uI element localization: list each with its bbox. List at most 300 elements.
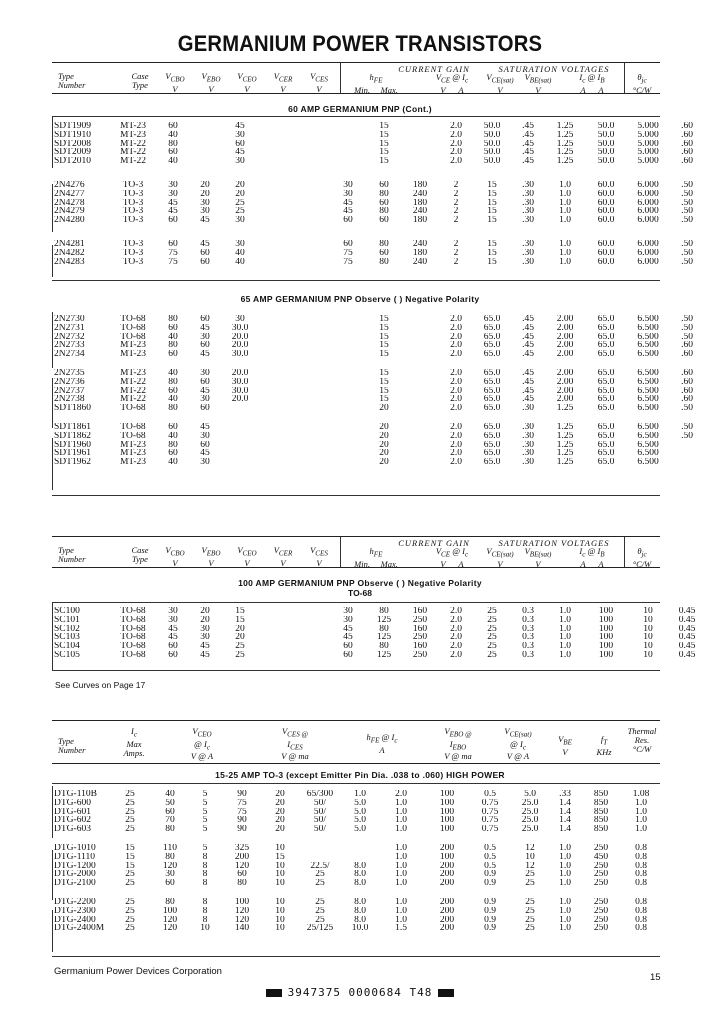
table-cell (330, 140, 366, 149)
table-cell: 65.0 (597, 377, 615, 387)
table-cell: 15 (487, 216, 497, 225)
table-cell: 5.0 (354, 816, 366, 826)
part-number: 2N2737 (54, 386, 85, 396)
table-cell: 45 (200, 386, 210, 396)
table-cell: 25 (125, 879, 135, 888)
table-cell: 1.25 (556, 157, 574, 166)
table-cell: 90 (237, 825, 247, 834)
table-cell: 20 (235, 633, 245, 643)
table-cell: 60 (379, 180, 389, 190)
table-cell: 6.000 (637, 257, 659, 267)
table-cell: .50 (681, 257, 693, 267)
table-cell: 60 (168, 216, 178, 225)
table-cell: TO-3 (122, 257, 144, 267)
table-row (52, 879, 660, 888)
table-cell (402, 315, 438, 324)
table-cell: 1.0 (395, 852, 407, 862)
table-cell: .45 (522, 323, 534, 333)
table-cell: .50 (681, 180, 693, 190)
table-cell: 65.0 (483, 422, 501, 432)
table-cell: 5 (202, 790, 208, 799)
table-cell: 20 (275, 825, 285, 834)
part-number: SDT1860 (54, 404, 91, 413)
table-cell: 45 (200, 642, 210, 651)
table-cell: 40 (168, 368, 178, 378)
table-cell (258, 315, 294, 324)
table-cell (330, 315, 366, 324)
table-cell: 65.0 (597, 386, 615, 396)
table-cell: 8.0 (354, 915, 366, 925)
table-cell (258, 258, 294, 267)
table-cell: 0.45 (678, 624, 696, 634)
table-cell: 6.000 (637, 239, 659, 249)
col-vebo: $V_{EBO}$ V (201, 545, 221, 568)
table-row (52, 216, 706, 225)
table-cell: 6.000 (637, 216, 659, 225)
table-cell (330, 324, 366, 333)
table-cell: 5.000 (637, 130, 659, 140)
table-cell: 50.0 (483, 130, 501, 140)
table-cell: MT-23 (119, 341, 147, 351)
black-block (266, 989, 282, 997)
table-cell: MT-22 (119, 139, 147, 149)
part-number: DTG-2300 (54, 906, 96, 916)
table-cell: .30 (522, 198, 534, 208)
table-cell: 100 (439, 825, 455, 834)
part-number: 2N2734 (54, 350, 85, 359)
table-cell: 1.0 (354, 790, 366, 799)
table-cell: 25 (235, 207, 245, 217)
table-cell: 15 (379, 130, 389, 140)
table-cell (330, 441, 366, 450)
table-cell: 1.0 (559, 189, 571, 199)
table-cell: 20 (379, 422, 389, 432)
table-cell (294, 140, 330, 149)
table-cell: 2.0 (450, 323, 462, 333)
table-cell: 100 (439, 807, 455, 817)
table-cell (294, 395, 330, 404)
table-cell: 2.0 (450, 148, 462, 158)
table-cell: 0.45 (678, 642, 696, 651)
table-60amp (52, 122, 706, 266)
table-cell: 20 (275, 807, 285, 817)
table-cell: 0.3 (522, 607, 534, 616)
table-cell: 10 (643, 607, 653, 616)
table-cell: 75 (168, 257, 178, 267)
table-row (52, 853, 660, 862)
table-cell: 65.0 (483, 377, 501, 387)
table-cell (330, 148, 366, 157)
table-cell: 65.0 (597, 350, 615, 359)
table-cell: 20 (235, 180, 245, 190)
col-vcesat: $V_{CE(sat)}$ V (486, 72, 514, 95)
table-cell: TO-3 (122, 207, 144, 217)
table-cell: MT-23 (119, 368, 147, 378)
table-row (52, 449, 706, 458)
table-cell: 5.000 (637, 139, 659, 149)
table-cell: MT-22 (119, 157, 147, 166)
table-cell: 1.25 (556, 139, 574, 149)
page-title: GERMANIUM POWER TRANSISTORS (177, 31, 543, 56)
table-cell: 180 (412, 248, 428, 258)
table-cell: 30 (168, 615, 178, 625)
table-cell: 160 (412, 642, 428, 651)
table-cell: 60 (168, 386, 178, 396)
table-cell: .45 (522, 122, 534, 131)
table-cell: 2.0 (450, 607, 462, 616)
table-cell: 25 (315, 897, 325, 907)
table-cell (330, 458, 366, 467)
table-cell: 25/125 (306, 924, 334, 934)
table-cell: 250 (593, 843, 609, 853)
table-cell: 5.0 (354, 807, 366, 817)
col-vces: $V_{CES}$ V (310, 545, 328, 568)
table-cell: 1.25 (556, 449, 574, 459)
table-cell (402, 324, 438, 333)
table-cell: 60 (379, 216, 389, 225)
table-cell: 65.0 (597, 341, 615, 351)
table-cell: 0.75 (481, 807, 499, 817)
table-cell: 10 (275, 870, 285, 880)
table-cell: 0.5 (484, 852, 496, 862)
table-cell: 1.0 (559, 879, 571, 888)
table-cell: .60 (681, 395, 693, 405)
table-cell (188, 140, 222, 149)
table-cell: 6.000 (637, 248, 659, 258)
table-cell: 15 (487, 239, 497, 249)
table-row (52, 625, 706, 634)
table-cell (294, 625, 330, 634)
part-number: SDT1910 (54, 130, 91, 140)
table-cell: 8 (202, 870, 208, 880)
table-cell: 25 (487, 615, 497, 625)
table-cell: 65.0 (483, 404, 501, 413)
col-vcbo: $V_{CBO}$ V (165, 71, 185, 94)
part-number: DTG-602 (54, 816, 91, 826)
table-cell: 40 (235, 257, 245, 267)
table-cell: 30 (200, 207, 210, 217)
table-cell: 45 (168, 207, 178, 217)
table-cell (222, 458, 258, 467)
table-cell: 20 (379, 404, 389, 413)
table-cell: .45 (522, 139, 534, 149)
black-block (438, 989, 454, 997)
table-row (52, 148, 706, 157)
table-cell: 10 (643, 615, 653, 625)
table-cell: 22.5/ (310, 861, 330, 871)
table-cell: 2.00 (556, 315, 574, 324)
col-vce-ic: $V_{CE}$ @ $I_c$ V A (435, 72, 469, 95)
table-cell: .30 (522, 216, 534, 225)
table-cell: 60 (200, 248, 210, 258)
table-cell (294, 216, 330, 225)
table-cell: 65.0 (483, 341, 501, 351)
table-cell: 160 (412, 624, 428, 634)
part-number: DTG-601 (54, 807, 91, 817)
table-cell: 60 (379, 198, 389, 208)
rule (52, 280, 660, 281)
table-cell: 30 (200, 624, 210, 634)
table-cell: .30 (522, 180, 534, 190)
table-cell (402, 395, 438, 404)
table-cell (258, 387, 294, 396)
table-cell: 15 (379, 122, 389, 131)
table-cell: 2 (453, 239, 459, 249)
table-cell: 0.45 (678, 650, 696, 660)
table-cell: 65.0 (483, 323, 501, 333)
table-cell: 250 (593, 879, 609, 888)
table-cell: 1.0 (635, 816, 647, 826)
table-cell: 65.0 (483, 386, 501, 396)
table-cell: 2.0 (450, 624, 462, 634)
table-cell: 60 (168, 148, 178, 158)
table-cell: 5.0 (354, 825, 366, 834)
table-cell (258, 395, 294, 404)
col-vceo: $V_{CEO}$ V (237, 71, 257, 94)
table-cell: 75 (237, 798, 247, 808)
table-cell: 30 (235, 315, 245, 324)
table-cell (402, 404, 438, 413)
table-cell (402, 333, 438, 342)
table-cell: 80 (168, 404, 178, 413)
table-cell: .50 (681, 323, 693, 333)
table-cell: 45 (200, 350, 210, 359)
part-number: 2N4279 (54, 207, 85, 217)
table-cell: MT-23 (119, 449, 147, 459)
table-cell: 250 (412, 650, 428, 660)
table-cell: 180 (412, 198, 428, 208)
rule (52, 116, 660, 117)
table-cell: 200 (439, 897, 455, 907)
table-cell: 10 (200, 924, 210, 934)
table-cell: 25 (125, 798, 135, 808)
table-row (52, 199, 706, 208)
part-number: 2N4283 (54, 257, 85, 267)
table-cell (258, 157, 294, 166)
table-cell: 180 (412, 216, 428, 225)
table-cell: TO-68 (120, 323, 146, 333)
table-cell: 50.0 (597, 122, 615, 131)
spacer-cell (52, 834, 660, 844)
table-cell: 200 (439, 915, 455, 925)
table-cell: 100 (439, 790, 455, 799)
col-vbesat: $V_{BE(sat)}$ V (524, 546, 552, 569)
table-cell: 125 (376, 633, 392, 643)
table-cell (258, 216, 294, 225)
table-cell: 2 (453, 257, 459, 267)
table-cell (294, 423, 330, 432)
part-number: SDT1962 (54, 458, 91, 467)
table-cell: 90 (237, 790, 247, 799)
table-cell: TO-68 (120, 624, 146, 634)
table-cell: 65.0 (597, 440, 615, 450)
table-row (52, 315, 706, 324)
table-cell: 850 (593, 825, 609, 834)
table-cell: .45 (522, 350, 534, 359)
table-row (52, 870, 660, 879)
table-cell: 2.00 (556, 332, 574, 342)
table-cell (294, 181, 330, 190)
table-row (52, 907, 660, 916)
table-cell: 140 (234, 924, 250, 934)
table-cell (258, 616, 294, 625)
spacer-cell (52, 225, 706, 240)
table-cell: 50/ (313, 816, 327, 826)
table-cell: 30.0 (231, 377, 249, 387)
table-cell: 45 (200, 216, 210, 225)
part-number: 2N4277 (54, 189, 85, 199)
table-cell: 1.0 (559, 924, 571, 934)
table-cell: .50 (681, 431, 693, 441)
table-cell: MT-23 (119, 458, 147, 467)
rule (52, 495, 660, 496)
col-vcer: $V_{CER}$ V (273, 71, 293, 94)
table-cell: 2.0 (450, 386, 462, 396)
table-cell: 1.0 (559, 861, 571, 871)
table-cell: .30 (522, 239, 534, 249)
table-cell: 2.0 (450, 650, 462, 660)
table-row (52, 898, 660, 907)
table-cell: 0.9 (484, 870, 496, 880)
table-cell: 20 (379, 458, 389, 467)
table-cell: 50/ (313, 798, 327, 808)
table-cell: 0.8 (635, 897, 647, 907)
table-cell: 1.0 (559, 915, 571, 925)
table-cell: 25 (315, 906, 325, 916)
table-cell: 50/ (313, 825, 327, 834)
table-cell: .30 (522, 440, 534, 450)
curves-note: See Curves on Page 17 (55, 680, 146, 690)
table-cell: 0.8 (635, 843, 647, 853)
header-divider (340, 537, 341, 567)
table-cell: 1.0 (395, 879, 407, 888)
table-cell (294, 378, 330, 387)
rule (52, 956, 660, 957)
table-cell: 65.0 (597, 332, 615, 342)
table-cell: .30 (522, 404, 534, 413)
table-cell: 10 (275, 924, 285, 934)
table-cell: 15 (379, 368, 389, 378)
table-cell (258, 199, 294, 208)
part-number: SDT1960 (54, 440, 91, 450)
table-cell: 1.25 (556, 130, 574, 140)
table-cell: 45 (200, 323, 210, 333)
col-type: Type Number (58, 736, 86, 755)
table-cell: 5.0 (524, 790, 536, 799)
table-cell: 25 (315, 879, 325, 888)
table-cell (258, 324, 294, 333)
table-cell: 250 (412, 633, 428, 643)
table-cell: .30 (522, 422, 534, 432)
table-cell (294, 387, 330, 396)
table-cell: 6.500 (637, 368, 659, 378)
table-cell: 25 (525, 897, 535, 907)
part-number: 2N4276 (54, 180, 85, 190)
table-cell (294, 458, 330, 467)
table-cell: .60 (681, 386, 693, 396)
col-vceo-ic: $V_{CEO}$ @ $I_c$ V @ A (190, 726, 214, 762)
table-cell: 6.000 (637, 207, 659, 217)
table-cell: .60 (681, 122, 693, 131)
table-cell: 30 (343, 607, 353, 616)
table-cell: 100 (234, 897, 250, 907)
table-cell: 15 (487, 180, 497, 190)
col-ic-max: $I_c$ Max Amps. (123, 726, 145, 758)
table-cell: 1.4 (559, 807, 571, 817)
table-cell: 6.500 (637, 315, 659, 324)
table-cell: 80 (165, 852, 175, 862)
part-number: SDT2010 (54, 157, 91, 166)
table-row (52, 844, 660, 853)
table-cell: TO-3 (122, 189, 144, 199)
table-cell: 75 (237, 807, 247, 817)
table-cell: 50.0 (483, 157, 501, 166)
table-cell (330, 432, 366, 441)
catalog-code-text: 3947375 0000684 T48 (287, 986, 433, 999)
table-cell: 80 (379, 239, 389, 249)
table-cell: .60 (681, 157, 693, 166)
table-cell (258, 607, 294, 616)
table-cell: 65.0 (483, 440, 501, 450)
table-cell: 30 (200, 198, 210, 208)
table-cell: 0.75 (481, 798, 499, 808)
catalog-code (0, 986, 720, 999)
table-cell: 1.0 (395, 861, 407, 871)
table-cell (294, 651, 330, 660)
table-cell: 0.75 (481, 825, 499, 834)
table-cell: 65/300 (306, 790, 334, 799)
page-number: 15 (650, 972, 661, 983)
table-cell (294, 449, 330, 458)
table-cell: 30 (165, 870, 175, 880)
table-cell: 1.0 (559, 897, 571, 907)
table-cell: MT-22 (119, 395, 147, 405)
table-row (52, 240, 706, 249)
table-cell: 80 (379, 642, 389, 651)
table-cell: .60 (681, 139, 693, 149)
table-cell: MT-23 (119, 122, 147, 131)
table-cell: 30.0 (231, 386, 249, 396)
table-row (52, 423, 706, 432)
table-cell (188, 122, 222, 131)
table-cell (330, 423, 366, 432)
table-cell: 65.0 (597, 404, 615, 413)
table-cell: 6.500 (637, 431, 659, 441)
part-number: SDT2008 (54, 139, 91, 149)
table-cell: 25 (315, 915, 325, 925)
header-divider (340, 63, 341, 93)
table-cell: 65.0 (483, 350, 501, 359)
table-cell: 850 (593, 816, 609, 826)
table-cell: 2.00 (556, 395, 574, 405)
table-cell: 25 (125, 790, 135, 799)
table-cell: 65.0 (483, 315, 501, 324)
table-row (52, 458, 706, 467)
table-cell: 30 (343, 615, 353, 625)
table-cell: .60 (681, 368, 693, 378)
table-cell (402, 131, 438, 140)
table-cell: 250 (593, 861, 609, 871)
table-cell: 2.0 (450, 332, 462, 342)
table-cell: 1.0 (559, 906, 571, 916)
table-row (52, 607, 706, 616)
table-cell (188, 148, 222, 157)
table-cell: 60 (343, 650, 353, 660)
table-cell: 2.0 (450, 633, 462, 643)
table-cell: 15 (379, 157, 389, 166)
table-cell: 5 (202, 807, 208, 817)
table-cell: 60 (168, 350, 178, 359)
